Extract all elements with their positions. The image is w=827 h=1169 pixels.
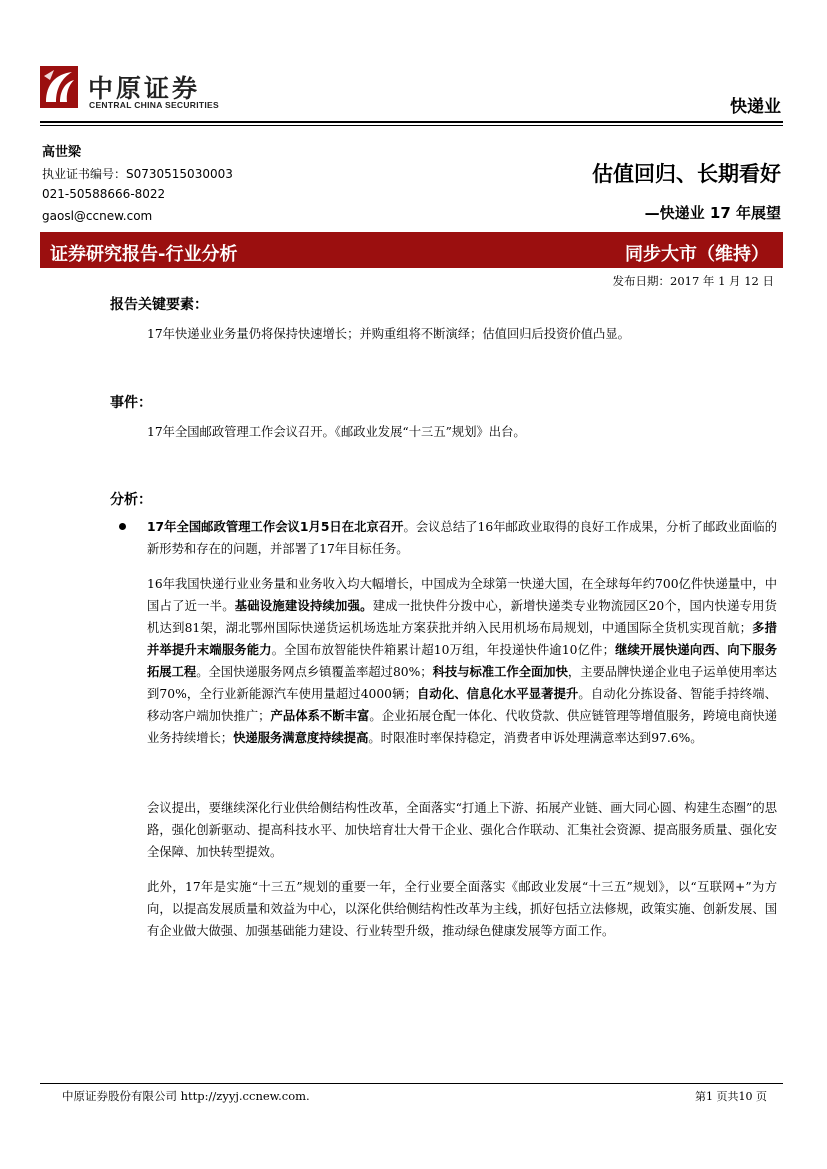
para-text: 。全国布放智能快件箱累计超10万组，年投递快件逾10亿件； [271, 643, 615, 657]
para-text: ，主要品牌快递企业电子运单使用率达到70%，全行业新能源汽车使用量超过4000辆； [147, 665, 777, 701]
para-text: 。自动化分拣设备、智能手持终端、移动客户端加快推广； [147, 687, 777, 723]
author-name: 高世梁 [42, 145, 82, 160]
highlight-automation: 自动化、信息化水平显著提升 [416, 687, 579, 701]
analysis-bullet-paragraph [147, 516, 777, 560]
highlight-satisfaction: 快递服务满意度持续提高 [233, 731, 369, 745]
report-rating: 同步大市（维持） [625, 244, 769, 265]
logo-english-name: CENTRAL CHINA SECURITIES [89, 100, 219, 110]
highlight-technology: 科技与标准工作全面加快 [432, 665, 568, 679]
report-type: 证券研究报告-行业分析 [50, 244, 238, 265]
author-phone: 021-50588666-8022 [42, 187, 166, 201]
para-text: 。企业拓展仓配一体化、代收贷款、供应链管理等增值服务，跨境电商快递业务持续增长； [147, 709, 777, 745]
para-text: 。全国快递服务网点乡镇覆盖率超过80%； [196, 665, 433, 679]
highlight-last-mile: 多措并举提升末端服务能力 [147, 621, 777, 657]
industry-label: 快递业 [730, 97, 781, 117]
event-heading: 事件： [110, 395, 152, 411]
footer-page-number: 第1 页共10 页 [695, 1090, 767, 1103]
key-elements-text: 17年快递业业务量仍将保持快速增长；并购重组将不断演绎；估值回归后投资价值凸显。 [147, 327, 630, 341]
bullet-dot-icon [119, 523, 126, 530]
footer-company: 中原证券股份有限公司 http://zyyj.ccnew.com. [62, 1089, 310, 1103]
para-text: 。时限准时率保持稳定，消费者申诉处理满意率达到97.6%。 [368, 731, 703, 745]
analysis-paragraph-plan: 此外，17年是实施“十三五”规划的重要一年，全行业要全面落实《邮政业发展“十三五”规划》，以“互联网+”为方向，以提高发展质量和效益为中心，以深化供给侧结构性改革为主线，抓好包括立法修规，政策实施、创新发展、国有企业做大做强、加强基础能力建设、行业转型升级，推动绿色健康发展等方面工作。 [147, 880, 777, 938]
analysis-heading: 分析： [110, 492, 152, 508]
highlight-infrastructure: 基础设施建设持续加强。 [234, 599, 373, 613]
author-email: gaosl@ccnew.com [42, 209, 153, 223]
key-elements-heading: 报告关键要素： [110, 297, 208, 313]
logo-chinese-name: 中原证券 [88, 74, 201, 103]
bullet-bold-text: 17年全国邮政管理工作会议1月5日在北京召开 [147, 520, 404, 534]
report-title: 估值回归、长期看好 [592, 162, 781, 186]
publish-date: 发布日期：2017 年 1 月 12 日 [612, 274, 774, 288]
header-divider-thin [40, 125, 783, 126]
para-text: 16年我国快递行业业务量和业务收入均大幅增长，中国成为全球第一快递大国，在全球每年约700亿件快递量中，中国占了近一半。 [147, 577, 777, 613]
para-text: 建成一批快件分拨中心，新增快递类专业物流园区20个，国内快递专用货机达到81架，湖北鄂州国际快递货运机场选址方案获批并纳入民用机场布局规划，中通国际全货机实现首航； [147, 599, 777, 635]
footer-divider [40, 1083, 783, 1084]
event-text: 17年全国邮政管理工作会议召开。《邮政业发展“十三五”规划》出台。 [147, 425, 526, 439]
analysis-paragraph-achievements [147, 573, 777, 749]
analysis-paragraph-meeting: 会议提出，要继续深化行业供给侧结构性改革，全面落实“打通上下游、拓展产业链、画大同心圆、构建生态圈”的思路，强化创新驱动、提高科技水平、加快培育壮大骨干企业、强化合作联动、汇集社会资源、提高服务质量、强化安全保障、加快转型提效。 [147, 801, 777, 859]
report-subtitle: —快递业 17 年展望 [644, 204, 781, 222]
bullet-text: 。会议总结了16年邮政业取得的良好工作成果，分析了邮政业面临的新形势和存在的问题，并部署了17年目标任务。 [147, 520, 777, 556]
author-license: 执业证书编号：S0730515030003 [42, 167, 233, 181]
highlight-expansion: 继续开展快递向西、向下服务拓展工程 [147, 643, 777, 679]
highlight-products: 产品体系不断丰富 [270, 709, 370, 723]
company-logo-icon [40, 66, 78, 108]
header-divider [40, 121, 783, 123]
